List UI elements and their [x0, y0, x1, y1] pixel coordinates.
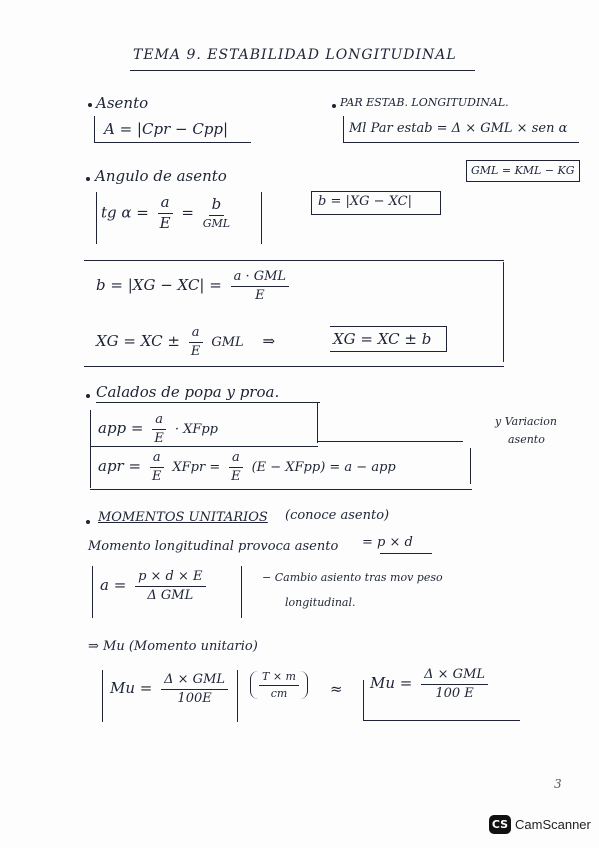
block-line-2	[96, 326, 275, 358]
camscanner-logo-icon: CS	[489, 815, 511, 834]
bullet	[86, 177, 90, 181]
denominator: E	[154, 430, 164, 446]
numerator: a	[150, 451, 164, 468]
denominator: Δ GML	[147, 587, 194, 603]
mu2-formula	[370, 668, 492, 700]
par-heading: PAR ESTAB. LONGITUDINAL.	[340, 96, 509, 109]
fraction-tm-over-cm	[259, 671, 299, 699]
calados-bottom-line	[90, 489, 472, 490]
app-lhs: app =	[98, 419, 144, 438]
calados-underline	[96, 402, 320, 403]
fraction-delta-gml-over-100e	[421, 668, 488, 700]
momentos-heading: MOMENTOS UNITARIOS	[98, 510, 268, 525]
app-formula	[98, 413, 218, 445]
mu-heading: ⇒ Mu (Momento unitario)	[88, 639, 258, 654]
a-formula	[100, 570, 210, 602]
xg-result: XG = XC ± b	[333, 330, 432, 348]
block-right-line	[503, 262, 504, 362]
page-title: TEMA 9. ESTABILIDAD LONGITUDINAL	[133, 47, 457, 63]
denominator: E	[159, 213, 171, 232]
apr-mid: XFpr =	[172, 460, 221, 476]
calados-heading: Calados de popa y proa.	[96, 383, 280, 401]
b-expression: b = |XG − XC| =	[96, 276, 222, 295]
mu-lhs: Mu =	[110, 679, 153, 698]
b-formula: b = |XG − XC|	[318, 194, 413, 209]
a-note-1: − Cambio asiento tras mov peso	[262, 571, 443, 584]
numerator: p × d × E	[135, 570, 205, 587]
momentos-line: Momento longitudinal provoca asento	[88, 539, 339, 554]
implies-arrow: ⇒	[262, 332, 276, 351]
fraction-b-over-gml	[203, 197, 230, 229]
fraction-a-over-e	[150, 451, 164, 483]
calados-left-line	[90, 410, 91, 488]
gml-term: GML	[211, 335, 244, 351]
par-formula: Ml Par estab = Δ × GML × sen α	[349, 121, 568, 136]
apr-formula	[98, 451, 396, 483]
bullet	[88, 103, 92, 107]
bullet	[332, 104, 336, 108]
calados-mid-line	[90, 446, 318, 447]
numerator: a	[189, 326, 203, 343]
momentos-line-eq: = p × d	[362, 535, 413, 550]
apr-lhs: apr =	[98, 457, 142, 476]
block-bottom-line	[84, 366, 504, 367]
a-note-2: longitudinal.	[285, 596, 356, 609]
fraction-delta-gml-over-100e	[161, 673, 228, 705]
mu-unit	[250, 671, 308, 699]
denominator: E	[255, 287, 265, 303]
angulo-formula	[101, 195, 234, 232]
xg-expression: XG = XC ±	[96, 332, 180, 351]
denominator: GML	[202, 216, 231, 230]
approx-sign: ≈	[330, 680, 343, 698]
calados-side-note-1: y Variacion	[495, 415, 557, 428]
numerator: a	[158, 195, 173, 214]
fraction-a-over-e-2	[229, 451, 243, 483]
denominator: 100 E	[435, 685, 474, 701]
page-number: 3	[554, 777, 562, 791]
mu-formula	[110, 673, 232, 705]
denominator: cm	[270, 686, 288, 700]
bullet	[86, 394, 90, 398]
angulo-heading: Angulo de asento	[95, 167, 227, 185]
block-line-1	[96, 270, 293, 302]
fraction-a-over-e	[189, 326, 203, 358]
equals-sign: =	[181, 203, 194, 222]
apr-tail: (E − XFpp) = a − app	[251, 460, 396, 476]
denominator: E	[151, 468, 162, 484]
numerator: T × m	[259, 671, 299, 686]
app-tail: · XFpp	[174, 422, 218, 438]
calados-mid-vline	[317, 403, 318, 443]
momentos-heading-paren: (conoce asento)	[285, 508, 390, 523]
numerator: a	[152, 413, 166, 430]
denominator: 100E	[177, 690, 212, 706]
gml-note: GML = KML − KG	[471, 164, 575, 177]
a-lhs: a =	[100, 576, 127, 595]
tg-lhs: tg α =	[101, 203, 149, 222]
block-top-line	[84, 260, 504, 261]
asiento-formula: A = |Cpr − Cpp|	[104, 120, 229, 138]
fraction-a-over-e	[158, 195, 173, 232]
numerator: Δ × GML	[421, 668, 488, 685]
line-eq-underline	[380, 553, 432, 554]
denominator: E	[190, 343, 201, 359]
denominator: E	[231, 468, 241, 484]
numerator: b	[209, 197, 225, 216]
fraction-a-gml-over-e	[231, 270, 289, 302]
mu2-lhs: Mu =	[370, 674, 413, 693]
bullet	[86, 520, 90, 524]
calados-right-line	[470, 448, 471, 484]
fraction-a-over-e	[152, 413, 166, 445]
asiento-heading: Asento	[96, 94, 149, 112]
calados-side-note-2: asento	[508, 433, 545, 446]
calados-mid-line-2	[317, 441, 463, 442]
camscanner-watermark: CamScanner	[515, 817, 591, 832]
title-underline	[130, 70, 475, 71]
fraction-pde-over-gml	[135, 570, 205, 602]
numerator: a	[229, 451, 243, 468]
numerator: a · GML	[231, 270, 289, 287]
numerator: Δ × GML	[161, 673, 228, 690]
